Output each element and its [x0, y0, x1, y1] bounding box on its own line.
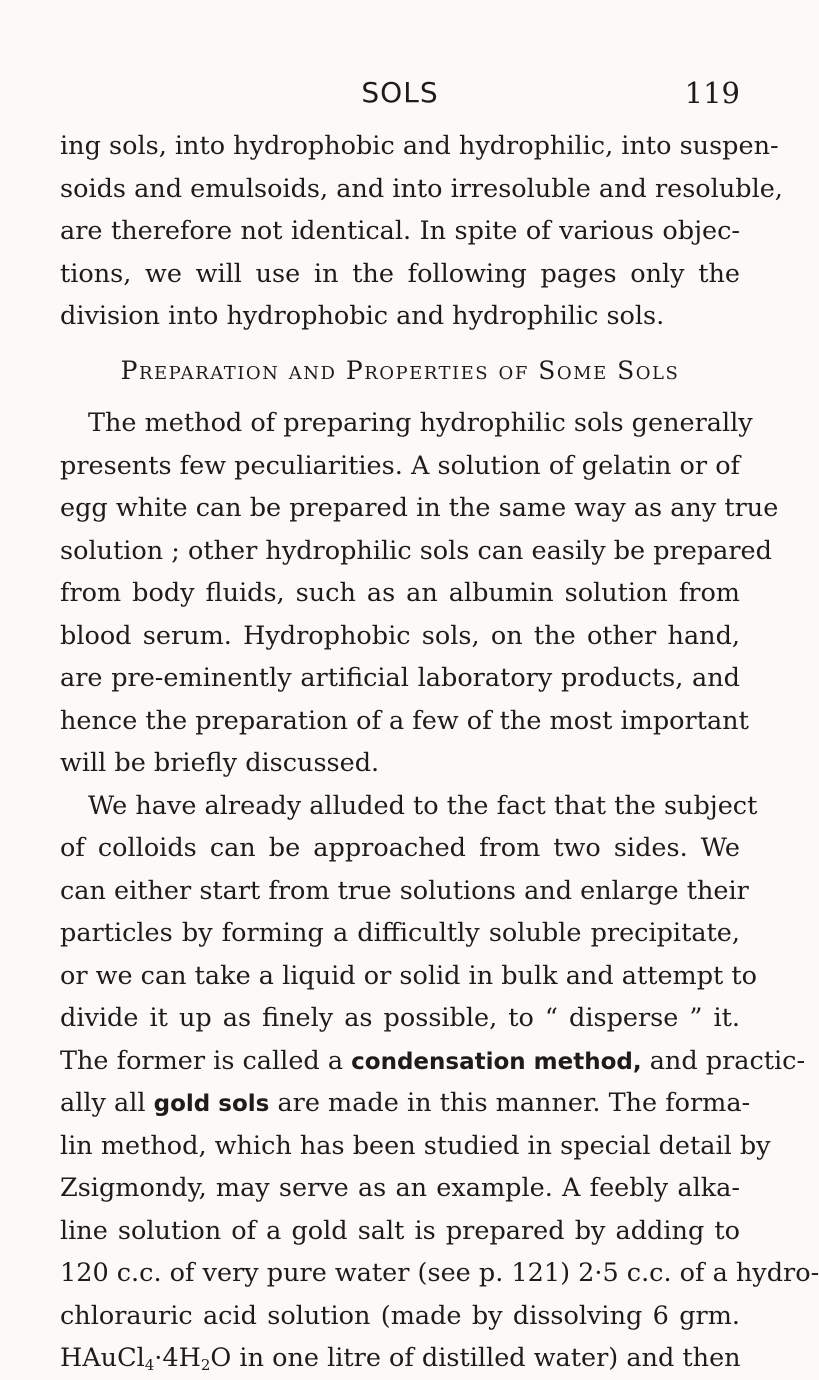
text-fragment: in one litre of distilled water) and then: [231, 1343, 741, 1373]
page-number: 119: [684, 76, 740, 110]
text-line: Zsigmondy, may serve as an example. A feebly alka-: [60, 1173, 740, 1203]
text-line: divide it up as finely as possible, to “ disperse ” it.: [60, 1003, 740, 1033]
text-line: tions, we will use in the following pages only the: [60, 258, 740, 289]
text-line: ing sols, into hydrophobic and hydrophilic, into suspen-: [60, 131, 779, 161]
text-line: blood serum. Hydrophobic sols, on the other hand,: [60, 620, 740, 651]
section-heading: Preparation and Properties of Some Sols: [120, 355, 680, 385]
bold-term: condensation method,: [351, 1048, 642, 1075]
text-line: presents few peculiarities. A solution of gelatin or of: [60, 450, 740, 481]
text-line: will be briefly discussed.: [60, 748, 380, 778]
text-line: solution ; other hydrophilic sols can easily be prepared: [60, 535, 772, 566]
formula-subscript: 2: [200, 1356, 211, 1374]
text-fragment: The former is called a: [60, 1045, 352, 1076]
bold-term: gold sols: [153, 1091, 270, 1117]
chemical-formula: [60, 1343, 231, 1373]
text-line: We have already alluded to the fact that the subject: [88, 790, 758, 821]
text-line: [60, 1082, 751, 1125]
formula-subscript: 4: [144, 1356, 155, 1374]
text-line: chlorauric acid solution (made by dissolving 6 grm.: [60, 1300, 740, 1331]
formula-line: [60, 1337, 740, 1380]
text-line: can either start from true solutions and enlarge their: [60, 875, 749, 906]
text-fragment: and practic-: [641, 1045, 806, 1076]
text-line: line solution of a gold salt is prepared by adding to: [60, 1215, 740, 1246]
formula-part: ·4H: [154, 1343, 201, 1373]
formula-part: O: [210, 1343, 232, 1373]
text-line: are pre-eminently artificial laboratory products, and: [60, 663, 740, 693]
text-line: are therefore not identical. In spite of various objec-: [60, 216, 740, 246]
text-line: of colloids can be approached from two sides. We: [60, 833, 740, 863]
text-fragment: ally all: [60, 1088, 154, 1118]
running-head: [60, 70, 740, 114]
body-text: [60, 125, 819, 1380]
text-line: soids and emulsoids, and into irresoluble and resoluble,: [60, 173, 783, 204]
text-line: [60, 1040, 806, 1083]
text-line: lin method, which has been studied in special detail by: [60, 1130, 771, 1161]
text-line: division into hydrophobic and hydrophilic sols.: [60, 301, 665, 331]
formula-part: HAuCl: [60, 1343, 145, 1373]
text-line: particles by forming a difficultly soluble precipitate,: [60, 918, 740, 948]
running-title: SOLS: [361, 76, 439, 109]
text-line: or we can take a liquid or solid in bulk and attempt to: [60, 960, 758, 991]
text-fragment: are made in this manner. The forma-: [269, 1088, 751, 1118]
text-line: egg white can be prepared in the same way as any true: [60, 493, 779, 523]
text-line: 120 c.c. of very pure water (see p. 121) 2·5 c.c. of a hydro-: [60, 1258, 819, 1288]
text-line: hence the preparation of a few of the most important: [60, 705, 749, 736]
text-line: from body fluids, such as an albumin solution from: [60, 578, 740, 608]
text-line: The method of preparing hydrophilic sols generally: [88, 408, 753, 438]
